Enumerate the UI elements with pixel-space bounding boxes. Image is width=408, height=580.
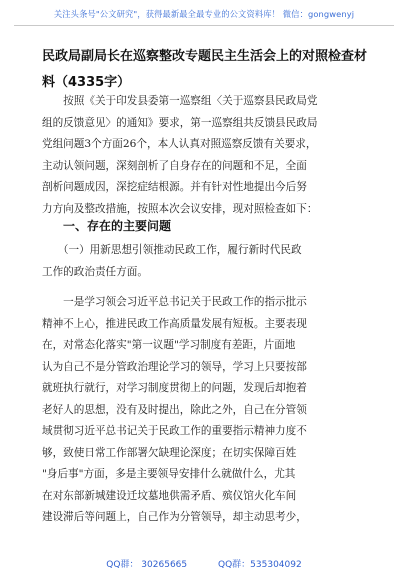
paragraph-line: 一是学习领会习近平总书记关于民政工作的指示批示 — [42, 296, 307, 308]
paragraph-line: "身后事"方面，多是主要领导安排什么就做什么，尤其 — [42, 468, 296, 480]
paragraph-line: 域贯彻习近平总书记关于民政工作的重要指示精神力度不 — [42, 425, 307, 437]
header-divider — [14, 25, 394, 26]
paragraph-line: 剖析问题成因，深挖症结根源。并有针对性地提出今后努 — [42, 181, 307, 193]
paragraph-line: 精神不上心，推进民政工作高质量发展有短板。主要表现 — [42, 317, 307, 330]
paragraph-line: 按照《关于印发县委第一巡察组〈关于巡察县民政局党 — [42, 95, 318, 107]
paragraph-line: 工作的政治责任方面。 — [42, 265, 148, 278]
intro-paragraph — [42, 91, 368, 220]
paragraph-line: 老好人的思想，没有及时提出，除此之外，自己在分管领 — [42, 403, 307, 416]
paragraph-line: 认为自己不是分管政治理论学习的领导，学习上只要按部 — [42, 360, 307, 373]
footer-qq-group-1: QQ群： 30265665 — [106, 560, 188, 570]
header-banner: 关注头条号"公文研究"，获得最新最全最专业的公文资料库！ 微信：gongwenyj — [53, 9, 355, 19]
footer-qq-groups — [0, 557, 408, 570]
paragraph-line: 建设滞后等问题上，自己作为分管领导，却主动思考少， — [42, 511, 307, 523]
paragraph-line: 在对东部新城建设迁坟墓地供需矛盾、殡仪馆火化车间 — [42, 489, 297, 502]
footer-qq-group-2: QQ群：535304092 — [218, 560, 302, 570]
body-paragraph — [42, 292, 368, 529]
document-title — [42, 44, 380, 96]
paragraph-line: 就班执行就行，对学习制度贯彻上的问题，发现后却抱着 — [42, 382, 307, 394]
subsection-paragraph — [42, 240, 368, 283]
paragraph-line: 够，致使日常工作部署欠缺理论深度；在切实保障百姓 — [42, 446, 297, 459]
paragraph-line: 主动认领问题，深刻剖析了自身存在的问题和不足，全面 — [42, 159, 307, 172]
title-line-1: 民政局副局长在巡察整改专题民主生活会上的对照检查材 — [42, 49, 368, 64]
title-line-2: 料（4335字） — [42, 75, 131, 90]
paragraph-line: 力方向及整改措施，按照本次会议安排，现对照检查如下： — [42, 202, 318, 215]
paragraph-line: 党组问题3个方面26个，本人认真对照巡察反馈有关要求， — [42, 138, 317, 150]
paragraph-line: 组的反馈意见〉的通知》要求，第一巡察组共反馈县民政局 — [42, 116, 318, 129]
paragraph-line: （一）用新思想引领推动民政工作，履行新时代民政 — [42, 244, 302, 256]
section-heading: 一、存在的主要问题 — [63, 219, 172, 233]
paragraph-line: 在，对常态化落实"第一议题"学习制度有差距，片面地 — [42, 339, 296, 351]
